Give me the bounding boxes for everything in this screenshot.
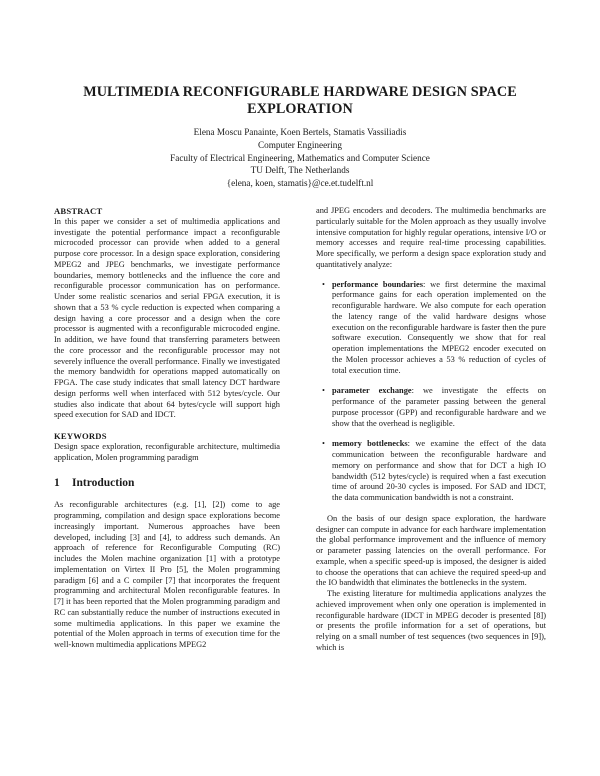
bullet-icon: • xyxy=(322,439,325,449)
analysis-list xyxy=(316,280,546,504)
paper-title xyxy=(60,84,540,118)
bullet-text: : we examine the effect of the data communication between the reconfigurable hardware and memory on performance and show that for DCT a high IO bandwidth (512 bytes/cycle) is required when a fast execution time of around 20-30 cycles is imposed. For SAD and IDCT, the data communication bandwidth is not a constraint. xyxy=(332,439,546,502)
keywords-heading: KEYWORDS xyxy=(54,431,107,441)
intro-heading xyxy=(54,477,280,490)
abstract-heading: ABSTRACT xyxy=(54,206,103,216)
author-block xyxy=(60,126,540,190)
author-email: {elena, koen, stamatis}@ce.et.tudelft.nl xyxy=(226,178,374,189)
list-item xyxy=(316,439,546,504)
bullet-term: performance boundaries xyxy=(332,279,423,289)
bullet-icon: • xyxy=(322,279,325,289)
author-names: Elena Moscu Panainte, Koen Bertels, Stamatis Vassiliadis xyxy=(193,127,407,137)
list-item xyxy=(316,386,546,429)
bullet-text: : we investigate the effects on performance of the parameter passing between the general purpose processor (GPP) and reconfigurable hardware and we show that the overhead is negligible. xyxy=(332,386,547,428)
list-item xyxy=(316,280,546,377)
left-column xyxy=(54,206,280,651)
abstract-text: In this paper we consider a set of multimedia applications and investigate the potential performance impact a reconfigurable microcoded processor can provide when added to a general purpose core processor. In a design space exploration, considering MPEG2 and JPEG benchmarks, we investigate performance boundaries, memory bottlenecks and the influence the core and reconfigurable processor communication has on performance. Under some realistic scenarios and serial FPGA execution, it is shown that a 53 % cycle reduction is expected when comparing a design having a core processor and a design when the core processor is augmented with a reconfigurable microcoded engine. In addition, we have found that transferring parameters between the core processor and the reconfigurable processor may not severely influence the overall performance. Finally we investigated the memory bandwidth for operations mapped automatically on FPGA. The case study indicates that small latency DCT hardware design performs well when interfaced with 512 bytes/cycle. Our studies also indicate that about 64 bytes/cycle will support high speed execution for SAD and IDCT. xyxy=(54,216,280,420)
author-dept: Computer Engineering xyxy=(258,139,342,150)
section-number: 1 xyxy=(54,477,60,490)
author-university: TU Delft, The Netherlands xyxy=(250,165,350,176)
title-line-1: MULTIMEDIA RECONFIGURABLE HARDWARE DESIGN SPACE xyxy=(83,84,517,100)
keywords-text: Design space exploration, reconfigurable architecture, multimedia application, Molen programming paradigm xyxy=(54,441,280,462)
intro-text: As reconfigurable architectures (e.g. [1], [2]) come to age programming, compilation and design space explorations become increasingly important. Numerous approaches have been developed, including [3] and [4], to address such demands. An approach of reference for Reconfigurable Computing (RC) includes the Molen machine organization [1] with a prototype implementation on Virtex II Pro [5], the Molen programming paradigm [6] and a C compiler [7] that incorporates the frequent programming and architectural Molen reconfigurable features. In [7] it has been reported that the Molen programming paradigm and RC can substantially reduce the number of instructions executed in some multimedia applications. In this paper we examine the potential of the Molen approach in terms of execution time for the well-known multimedia applications MPEG2 xyxy=(54,500,280,649)
right-para-3: The existing literature for multimedia applications analyzes the achieved improvement when only one operation is implemented in reconfigurable hardware (IDCT in MPEG decoder is presented [8]) or presents the profile information for a set of operations, but relying on a small number of test sequences (two sequences in [9]), which is xyxy=(316,589,546,652)
author-faculty: Faculty of Electrical Engineering, Mathematics and Computer Science xyxy=(170,152,430,163)
right-para-2: On the basis of our design space exploration, the hardware designer can compute in advance for each hardware implementation the global performance improvement and the influence of memory or parameter passing latencies on the overall performance. For example, when a specific speed-up is imposed, the designer is aided to choose the operations that can achieve the required speed-up and the IO bandwidth that eliminates the bottlenecks in the system. xyxy=(316,513,546,588)
bullet-term: memory bottlenecks xyxy=(332,439,408,449)
title-line-2: EXPLORATION xyxy=(247,101,353,117)
right-column xyxy=(316,206,546,654)
section-title: Introduction xyxy=(72,477,135,490)
bullet-term: parameter exchange xyxy=(332,386,412,396)
right-para-1: and JPEG encoders and decoders. The multimedia benchmarks are particularly suitable for the Molen approach as they usually involve intensive computation for highly regular operations, intensive I/O or memory accesses and require real-time processing capabilities. More specifically, we perform a design space exploration study and quantitatively analyze: xyxy=(316,206,546,269)
bullet-icon: • xyxy=(322,386,325,396)
bullet-text: : we first determine the maximal performance gains for each operation implemented on the reconfigurable hardware. We also compute for each operation the latency range of the valid hardware designs whose execution on the reconfigurable hardware is faster then the pure software execution. Consequently we show that for real operation implementations the MPEG2 encoder executed on the Molen processor achieves a 53 % reduction of cycles of total execution time. xyxy=(332,279,546,375)
